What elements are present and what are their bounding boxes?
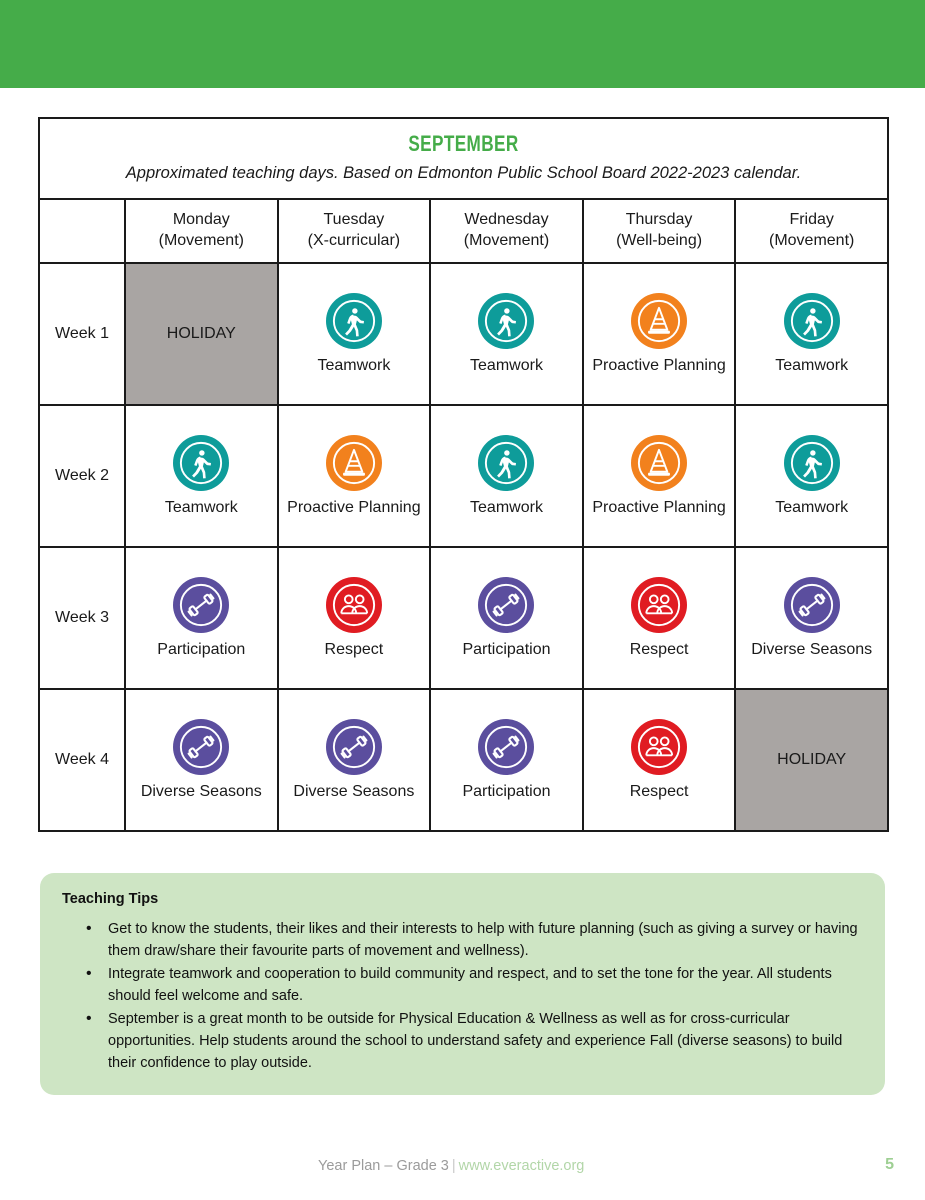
week-label-cell: Week 2 (39, 405, 125, 547)
teaching-tip-item: • Integrate teamwork and cooperation to build community and respect, and to set the tone for the year. All students should feel welcome and safe. (84, 963, 859, 1007)
activity-label: Teamwork (470, 498, 543, 516)
week-row (39, 547, 888, 689)
activity-content (736, 435, 887, 518)
activity-label: Diverse Seasons (751, 640, 873, 658)
month-header-cell (39, 118, 888, 199)
top-green-banner (0, 0, 925, 88)
teaching-tip-item: • Get to know the students, their likes and their interests to help with future planning (such as giving a survey or having them draw/share their favourite parts of movement and wellness). (84, 918, 859, 962)
activity-content (584, 577, 735, 660)
activity-content (126, 577, 277, 660)
activity-cell[interactable] (125, 405, 278, 547)
column-day-name: Thursday (625, 211, 693, 229)
month-title: SEPTEMBER (408, 131, 519, 156)
dumbbell-icon (173, 577, 229, 633)
activity-label: Teamwork (470, 356, 543, 374)
dumbbell-icon (478, 577, 534, 633)
activity-label: Participation (157, 640, 246, 658)
month-calendar-table (38, 117, 889, 832)
activity-content (736, 577, 887, 660)
activity-cell[interactable] (735, 405, 888, 547)
activity-label: Participation (462, 782, 551, 800)
activity-content (584, 435, 735, 518)
column-day-focus: (X-curricular) (307, 231, 401, 249)
activity-content (431, 719, 582, 802)
activity-label: Proactive Planning (287, 498, 421, 516)
calendar-corner-cell (39, 199, 125, 263)
column-header-thursday (583, 199, 736, 263)
page-number: 5 (885, 1156, 894, 1173)
walking-person-icon (326, 293, 382, 349)
walking-person-icon (478, 293, 534, 349)
teaching-tips-title: Teaching Tips (62, 891, 159, 907)
two-people-icon (326, 577, 382, 633)
activity-content (431, 435, 582, 518)
activity-label: Diverse Seasons (140, 782, 262, 800)
teaching-tip-item: • September is a great month to be outside for Physical Education & Wellness as well as for cross-curricular opportunities. Help students around the school to understand safety and experience Fall (diverse seasons) to build their confidence to play outside. (84, 1008, 859, 1074)
walking-person-icon (784, 293, 840, 349)
teaching-tips-panel (40, 873, 885, 1095)
teaching-tips-list (62, 918, 859, 1074)
activity-label: Diverse Seasons (293, 782, 415, 800)
activity-cell[interactable] (583, 263, 736, 405)
activity-cell[interactable] (430, 547, 583, 689)
column-header-wednesday (430, 199, 583, 263)
page-footer (0, 1144, 925, 1200)
activity-cell[interactable] (278, 263, 431, 405)
column-day-focus: (Well-being) (616, 231, 703, 249)
footer-title: Year Plan – Grade 3 (318, 1158, 449, 1174)
week-label-cell: Week 4 (39, 689, 125, 831)
activity-cell[interactable] (430, 689, 583, 831)
dumbbell-icon (784, 577, 840, 633)
activity-content (584, 293, 735, 376)
week-row (39, 263, 888, 405)
activity-content (584, 719, 735, 802)
walking-person-icon (173, 435, 229, 491)
activity-cell[interactable] (583, 405, 736, 547)
activity-cell[interactable] (278, 405, 431, 547)
activity-content (279, 719, 430, 802)
activity-content (279, 293, 430, 376)
activity-cell[interactable] (125, 547, 278, 689)
week-row (39, 405, 888, 547)
activity-label: Proactive Planning (592, 356, 726, 374)
month-subtitle: Approximated teaching days. Based on Edmonton Public School Board 2022-2023 calendar. (125, 164, 802, 182)
column-day-name: Monday (172, 211, 230, 229)
column-day-name: Wednesday (464, 211, 549, 229)
activity-label: Teamwork (775, 356, 849, 374)
activity-cell[interactable] (278, 689, 431, 831)
activity-cell[interactable] (125, 689, 278, 831)
activity-content (431, 577, 582, 660)
column-header-tuesday (278, 199, 431, 263)
footer-credit (318, 1158, 584, 1174)
activity-label: Teamwork (775, 498, 849, 516)
activity-content (279, 577, 430, 660)
holiday-cell: HOLIDAY (735, 689, 888, 831)
week-row (39, 689, 888, 831)
week-label-cell: Week 1 (39, 263, 125, 405)
activity-content (736, 293, 887, 376)
activity-label: Respect (629, 640, 689, 658)
dumbbell-icon (326, 719, 382, 775)
traffic-cone-icon (631, 435, 687, 491)
holiday-cell: HOLIDAY (125, 263, 278, 405)
traffic-cone-icon (631, 293, 687, 349)
two-people-icon (631, 577, 687, 633)
activity-label: Respect (629, 782, 689, 800)
activity-cell[interactable] (735, 263, 888, 405)
week-label-cell: Week 3 (39, 547, 125, 689)
calendar-month-header-row (39, 118, 888, 199)
column-day-name: Friday (789, 211, 834, 229)
activity-cell[interactable] (735, 547, 888, 689)
walking-person-icon (478, 435, 534, 491)
column-header-friday (735, 199, 888, 263)
two-people-icon (631, 719, 687, 775)
walking-person-icon (784, 435, 840, 491)
activity-content (431, 293, 582, 376)
footer-separator: | (451, 1158, 456, 1174)
column-day-name: Tuesday (323, 211, 385, 229)
activity-label: Teamwork (164, 498, 238, 516)
activity-cell[interactable] (583, 547, 736, 689)
activity-content (126, 719, 277, 802)
dumbbell-icon (173, 719, 229, 775)
calendar-day-header-row (39, 199, 888, 263)
activity-content (279, 435, 430, 518)
footer-website-link[interactable]: www.everactive.org (458, 1158, 585, 1174)
activity-label: Teamwork (317, 356, 391, 374)
activity-content (126, 435, 277, 518)
activity-cell[interactable] (583, 689, 736, 831)
traffic-cone-icon (326, 435, 382, 491)
column-day-focus: (Movement) (769, 231, 855, 249)
activity-label: Proactive Planning (592, 498, 726, 516)
activity-cell[interactable] (278, 547, 431, 689)
calendar-container (38, 117, 887, 832)
activity-label: Respect (324, 640, 384, 658)
column-day-focus: (Movement) (158, 231, 244, 249)
activity-cell[interactable] (430, 405, 583, 547)
activity-cell[interactable] (430, 263, 583, 405)
column-header-monday (125, 199, 278, 263)
activity-label: Participation (462, 640, 551, 658)
dumbbell-icon (478, 719, 534, 775)
column-day-focus: (Movement) (463, 231, 550, 249)
